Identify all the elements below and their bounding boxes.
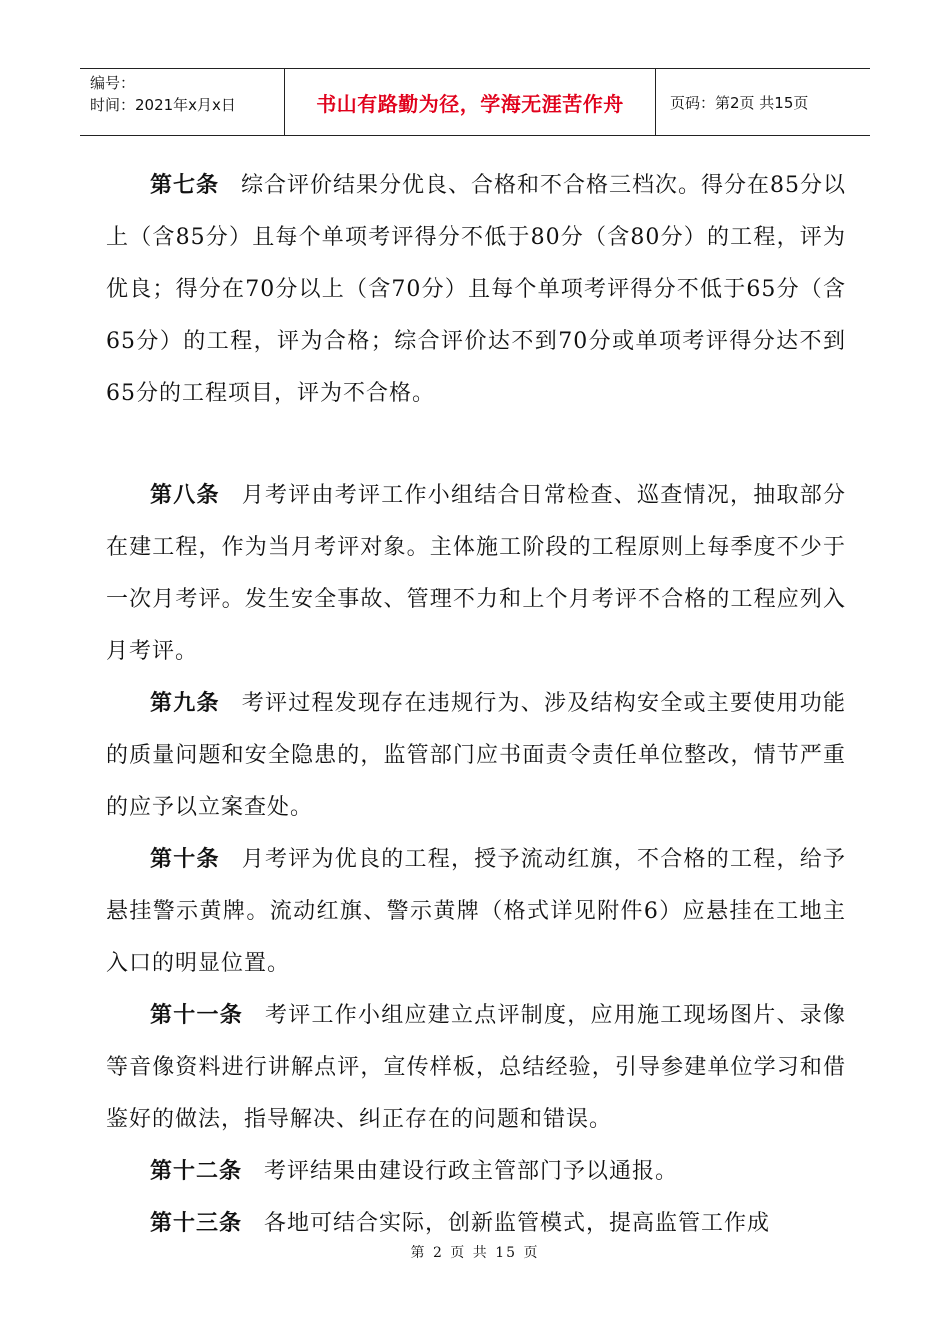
date-label: 时间：2021年x月x日: [90, 96, 236, 114]
article-text: 考评过程发现存在违规行为、涉及结构安全或主要使用功能的质量问题和安全隐患的，监管部门应书面责令责任单位整改，情节严重的应予以立案查处。: [106, 691, 846, 820]
header-slogan: 书山有路勤为径，学海无涯苦作舟: [284, 69, 656, 135]
article-7: [106, 160, 846, 420]
article-label: 第十三条: [150, 1211, 243, 1236]
article-10: [106, 834, 846, 990]
header-meta: [80, 69, 284, 135]
article-label: 第八条: [150, 483, 220, 508]
article-text: 月考评由考评工作小组结合日常检查、巡查情况，抽取部分在建工程，作为当月考评对象。主体施工阶段的工程原则上每季度不少于一次月考评。发生安全事故、管理不力和上个月考评不合格的工程应列入月考评。: [106, 483, 846, 664]
article-9: [106, 678, 846, 834]
number-label: 编号：: [90, 74, 136, 92]
document-body: [106, 160, 846, 1250]
article-text: 综合评价结果分优良、合格和不合格三档次。得分在85分以上（含85分）且每个单项考评得分不低于80分（含80分）的工程，评为优良；得分在70分以上（含70分）且每个单项考评得分不低于65分（含65分）的工程，评为合格；综合评价达不到70分或单项考评得分达不到65分的工程项目，评为不合格。: [106, 173, 847, 406]
article-8: [106, 470, 846, 678]
paragraph-gap: [106, 420, 846, 470]
article-11: [106, 990, 846, 1146]
article-text: 月考评为优良的工程，授予流动红旗，不合格的工程，给予悬挂警示黄牌。流动红旗、警示黄牌（格式详见附件6）应悬挂在工地主入口的明显位置。: [106, 847, 846, 976]
page-footer: 第 2 页 共 15 页: [410, 1245, 540, 1261]
article-text: 考评工作小组应建立点评制度，应用施工现场图片、录像等音像资料进行讲解点评，宣传样板，总结经验，引导参建单位学习和借鉴好的做法，指导解决、纠正存在的问题和错误。: [106, 1003, 846, 1132]
article-label: 第十二条: [150, 1159, 243, 1184]
article-text: 考评结果由建设行政主管部门予以通报。: [264, 1159, 679, 1184]
document-header: [80, 68, 870, 136]
article-label: 第十一条: [150, 1003, 243, 1028]
article-label: 第七条: [150, 173, 220, 198]
article-text: 各地可结合实际，创新监管模式，提高监管工作成: [264, 1211, 771, 1236]
article-label: 第十条: [150, 847, 220, 872]
article-12: [106, 1146, 846, 1198]
header-page-label: 页码：第2页 共15页: [670, 93, 809, 112]
article-label: 第九条: [150, 691, 220, 716]
